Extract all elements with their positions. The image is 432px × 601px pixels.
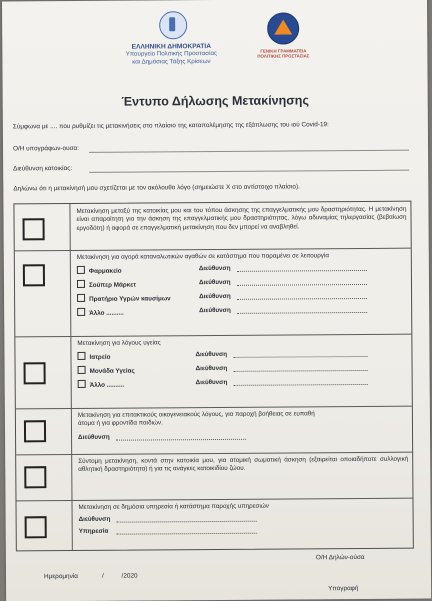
reason-3-checkbox[interactable]	[24, 362, 46, 384]
reason-2-option[interactable]: Άλλο ..........	[77, 308, 124, 318]
secretariat-line2: ΠΟΛΙΤΙΚΗΣ ΠΡΟΣΤΑΣΙΑΣ	[257, 53, 310, 60]
address-field[interactable]	[89, 170, 409, 173]
gov-name: ΕΛΛΗΝΙΚΗ ΔΗΜΟΚΡΑΤΙΑ	[131, 43, 211, 51]
reason-4-text: Μετακίνηση για επιτακτικούς οικογενειακούς λόγους, για παροχή βοήθειας σε ευπαθή άτομα ή για φροντίδα παιδιών.	[77, 410, 315, 428]
reason-2-addr-label: Διεύθυνση	[199, 306, 231, 315]
signer-field[interactable]	[89, 150, 409, 153]
signature-label: Υπογραφή	[328, 585, 359, 593]
option-checkbox[interactable]	[77, 266, 85, 274]
option-checkbox[interactable]	[78, 380, 86, 388]
row-divider	[16, 498, 412, 502]
secretariat-line1: ΓΕΝΙΚΗ ΓΡΑΜΜΑΤΕΙΑ	[260, 48, 307, 54]
greek-coat-of-arms-icon	[159, 11, 187, 39]
reason-3-addr-label: Διεύθυνση	[195, 350, 228, 359]
civil-protection-logo-icon	[267, 12, 299, 44]
reason-6-addr-field[interactable]	[117, 521, 257, 523]
reason-6-checkbox[interactable]	[25, 516, 47, 538]
date-field[interactable]: / /2020	[101, 572, 138, 580]
date-label: Ημερομηνία	[43, 572, 78, 581]
reason-2-option[interactable]: Φαρμακείο	[77, 266, 122, 276]
reason-6-addr-label: Διεύθυνση	[78, 515, 111, 523]
reason-3-addr-label: Διεύθυνση	[195, 378, 228, 387]
reason-2-option[interactable]: Σούπερ Μάρκετ	[77, 280, 136, 290]
page-title: Έντυπο Δήλωσης Μετακίνησης	[121, 93, 309, 109]
reason-6-service-label: Υπηρεσία	[78, 527, 109, 535]
reason-3-addr-field[interactable]	[234, 370, 368, 372]
ministry-line1: Υπουργείο Πολιτικής Προστασίας	[125, 50, 218, 59]
form-sheet	[2, 0, 431, 601]
reason-3-addr-label: Διεύθυνση	[195, 364, 228, 373]
reason-4-checkbox[interactable]	[24, 420, 46, 442]
reason-1-checkbox[interactable]	[23, 218, 45, 240]
intro-text: Σύμφωνα με .... που ρυθμίζει τις μετακινήσεις στο πλαίσιο της καταπολέμησης της εξάπλωσης του ιού Covid-19:	[12, 121, 329, 131]
reason-3-addr-field[interactable]	[233, 356, 367, 358]
option-checkbox[interactable]	[77, 352, 85, 360]
reasons-table	[13, 201, 413, 552]
reason-2-text: Μετακίνηση για αγορά καταναλωτικών αγαθών σε κατάστημα που παραμένει σε λειτουργία	[76, 252, 329, 261]
signer-caption: Ο/Η Δηλών-ούσα	[315, 553, 365, 562]
reason-3-addr-field[interactable]	[234, 384, 368, 386]
reason-4-addr-label: Διεύθυνση	[78, 433, 110, 441]
declaration-text: Δηλώνω ότι η μετακίνησή μου σχετίζεται με τον ακόλουθο λόγο (σημειώστε Χ στο αντίστοιχο πλαίσιο).	[13, 183, 300, 193]
option-checkbox[interactable]	[77, 308, 85, 316]
reason-6-service-field[interactable]	[117, 533, 257, 535]
address-label: Διεύθυνση κατοικίας:	[13, 164, 73, 173]
reason-5-checkbox[interactable]	[24, 466, 46, 488]
reason-3-text: Μετακίνηση για λόγους υγείας	[77, 339, 161, 347]
reason-3-option[interactable]: Άλλο ..........	[78, 380, 125, 390]
reason-2-addr-field[interactable]	[237, 312, 367, 314]
reason-1-text: Μετακίνηση μεταξύ της κατοικίας μου και του τόπου άσκησης της επαγγελματικής μου δραστηριότητας. Η μετακίνηση είναι απαραίτητη για την άσκηση της επαγγελματικής μου δραστηριότητας, λόγω αδυναμίας τηλεργασίας (βεβαίωση εργοδότη) ή αφορά σε επαγγελματική μετακίνηση που δεν μπορεί να αναβληθεί.	[76, 205, 407, 232]
secretariat-header	[250, 48, 316, 59]
reason-2-addr-field[interactable]	[237, 298, 367, 300]
option-checkbox[interactable]	[78, 366, 86, 374]
option-checkbox[interactable]	[77, 294, 85, 302]
reason-2-addr-label: Διεύθυνση	[198, 278, 231, 287]
reason-2-option[interactable]: Πρατήριο Υγρών καυσίμων	[77, 293, 171, 304]
ministry-line2: και Δημόσιας Τάξης Κρίσεων	[132, 57, 211, 66]
reason-2-addr-label: Διεύθυνση	[198, 264, 231, 273]
row-divider	[15, 334, 411, 338]
row-divider	[15, 248, 411, 252]
reason-2-addr-field[interactable]	[237, 284, 367, 286]
row-divider	[16, 406, 412, 410]
signer-label: Ο/Η υπογράφων-ουσα:	[13, 144, 80, 153]
reason-2-addr-field[interactable]	[237, 270, 367, 272]
reason-2-checkbox[interactable]	[23, 264, 45, 286]
checkbox-column-divider	[69, 204, 72, 550]
option-checkbox[interactable]	[77, 280, 85, 288]
ministry-header	[96, 43, 246, 66]
reason-5-text: Σύντομη μετακίνηση, κοντά στην κατοικία μου, για ατομική σωματική άσκηση (εξαιρείται οποιαδήποτε συλλογική αθλητική δραστηριότητα) ή για τις ανάγκες κατοικιδίου ζώου.	[78, 455, 409, 474]
reason-3-option[interactable]: Μονάδα Υγείας	[78, 366, 135, 376]
reason-4-addr-field[interactable]	[116, 439, 246, 441]
reason-3-option[interactable]: Ιατρείο	[77, 352, 110, 362]
reason-2-addr-label: Διεύθυνση	[199, 292, 231, 301]
row-divider	[16, 452, 412, 456]
reason-6-text: Μετακίνηση σε δημόσια υπηρεσία ή κατάστημα παροχής υπηρεσιών	[78, 502, 269, 511]
